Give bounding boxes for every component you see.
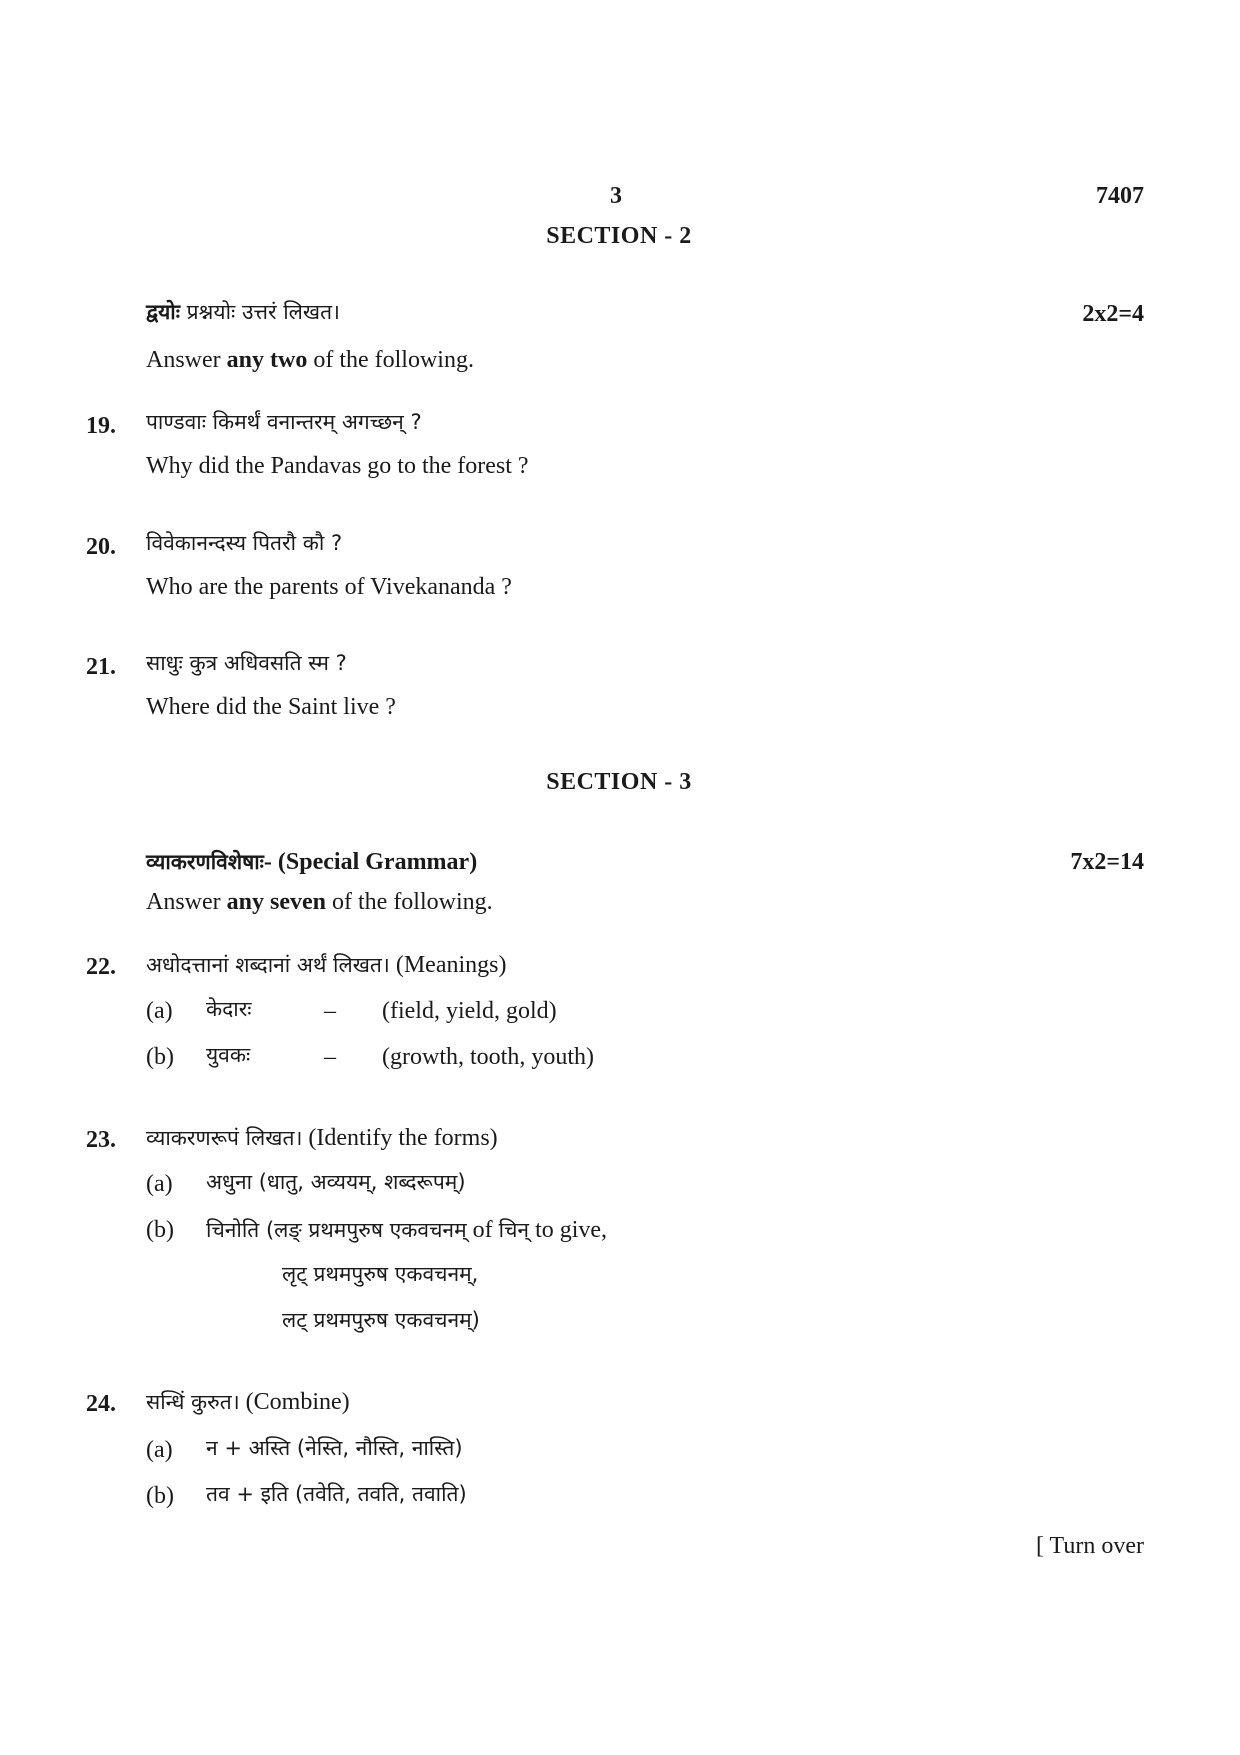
section-2-instruction-sanskrit [146, 300, 340, 325]
instruction-bold: any seven [226, 889, 326, 915]
question-sanskrit: व्याकरणरूपं लिखत। [146, 1126, 303, 1150]
instruction-pre: Answer [146, 889, 227, 915]
section-3-instruction-english [146, 888, 493, 917]
option-label: (b) [146, 1483, 174, 1509]
question-english: Why did the Pandavas go to the forest ? [146, 453, 529, 479]
option-label: (b) [146, 1044, 174, 1070]
section-3-marks: 7x2=14 [1070, 849, 1144, 875]
instruction-post: of the following. [307, 347, 474, 373]
option-text: अधुना (धातु, अव्ययम्, शब्दरूपम्) [206, 1170, 466, 1194]
question-sanskrit: सन्धिं कुरुत। [146, 1390, 240, 1414]
question-23-prompt [146, 1124, 498, 1153]
option-dash: – [324, 998, 336, 1024]
option-label: (b) [146, 1217, 174, 1243]
instruction-bold: any two [226, 347, 308, 373]
option-text-line-2: लृट् प्रथमपुरुष एकवचनम्, [282, 1262, 479, 1286]
question-english: (Identify the forms) [302, 1125, 498, 1151]
option-word: केदारः [206, 997, 252, 1021]
instruction-post: of the following. [326, 889, 493, 915]
option-word: युवकः [206, 1043, 251, 1067]
question-sanskrit: विवेकानन्दस्य पितरौ कौ ? [146, 531, 343, 555]
option-choices: (field, yield, gold) [382, 998, 557, 1024]
question-english: (Meanings) [389, 952, 507, 978]
heading-english: - (Special Grammar) [263, 849, 478, 875]
question-number: 23. [86, 1127, 116, 1153]
instruction-bold-word: द्वयोः [146, 300, 180, 324]
option-sanskrit: चिनोति (लङ् प्रथमपुरुष एकवचनम् [206, 1218, 467, 1242]
question-english: Who are the parents of Vivekananda ? [146, 574, 512, 600]
question-number: 22. [86, 954, 116, 980]
option-choices: (growth, tooth, youth) [382, 1044, 594, 1070]
question-sanskrit: पाण्डवाः किमर्थं वनान्तरम् अगच्छन् ? [146, 410, 422, 434]
question-english: (Combine) [239, 1389, 350, 1415]
option-text-line-1 [206, 1216, 607, 1245]
question-number: 21. [86, 654, 116, 680]
option-label: (a) [146, 998, 173, 1024]
option-dash: – [324, 1044, 336, 1070]
instruction-rest: प्रश्नयोः उत्तरं लिखत। [179, 300, 341, 324]
instruction-pre: Answer [146, 347, 227, 373]
question-sanskrit: अधोदत्तानां शब्दानां अर्थं लिखत। [146, 953, 390, 977]
question-24-prompt [146, 1388, 350, 1417]
section-2-title: SECTION - 2 [546, 223, 692, 249]
option-english: of [466, 1217, 499, 1243]
turn-over-note: [ Turn over [1035, 1533, 1144, 1559]
option-label: (a) [146, 1171, 173, 1197]
option-english-gloss: to give, [529, 1217, 608, 1243]
section-2-marks: 2x2=4 [1082, 301, 1144, 327]
option-text: न + अस्ति (नेस्ति, नौस्ति, नास्ति) [206, 1436, 463, 1460]
question-22-prompt [146, 951, 506, 980]
option-text-line-3: लट् प्रथमपुरुष एकवचनम्) [282, 1308, 480, 1332]
question-sanskrit: साधुः कुत्र अधिवसति स्म ? [146, 651, 347, 675]
page-number: 3 [610, 183, 622, 209]
paper-code: 7407 [1096, 183, 1144, 209]
option-text: तव + इति (तवेति, तवति, तवाति) [206, 1482, 467, 1506]
question-english: Where did the Saint live ? [146, 694, 396, 720]
question-number: 24. [86, 1391, 116, 1417]
section-3-heading [146, 848, 477, 877]
question-number: 20. [86, 534, 116, 560]
section-3-title: SECTION - 3 [546, 769, 692, 795]
option-label: (a) [146, 1437, 173, 1463]
section-2-instruction-english [146, 346, 474, 375]
question-number: 19. [86, 413, 116, 439]
heading-sanskrit: व्याकरणविशेषाः [146, 850, 264, 874]
option-sanskrit-root: चिन् [498, 1218, 530, 1242]
